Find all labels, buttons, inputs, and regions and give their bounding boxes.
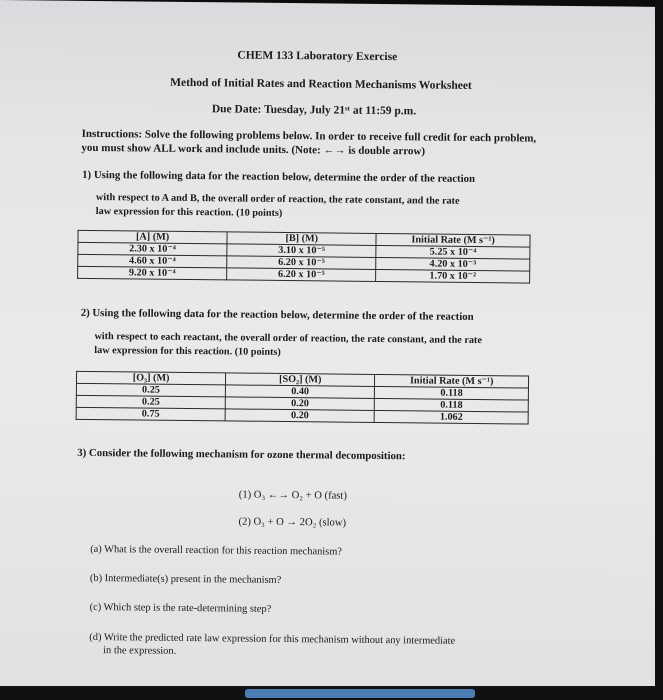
q3c-text: (c) Which step is the rate-determining step? bbox=[89, 601, 272, 615]
table-cell: 6.20 x 10⁻⁵ bbox=[227, 268, 376, 282]
screen-frame-edge bbox=[655, 0, 663, 700]
table-cell: 2.30 x 10⁻⁴ bbox=[78, 242, 227, 256]
mechanism-step-1: (1) O₃ ←→ O₂ + O (fast) bbox=[238, 489, 347, 502]
q2-line-1: 2) Using the following data for the reaction below, determine the order of the reaction bbox=[80, 306, 474, 323]
instructions-line-1: Instructions: Solve the following problems below. In order to receive full credit for each problem, bbox=[81, 127, 537, 145]
table-cell: 0.75 bbox=[76, 407, 225, 421]
q2-data-table bbox=[76, 371, 529, 425]
instructions-line-2: you must show ALL work and include units. (Note: ←→ is double arrow) bbox=[81, 141, 426, 158]
table-cell: 1.062 bbox=[374, 410, 528, 424]
q3a-text: (a) What is the overall reaction for this reaction mechanism? bbox=[90, 543, 342, 558]
table-cell: 0.118 bbox=[375, 398, 529, 412]
q1-line-3: law expression for this reaction. (10 points) bbox=[95, 206, 283, 219]
table-cell: 5.25 x 10⁻⁴ bbox=[376, 245, 530, 259]
table-cell: 0.40 bbox=[226, 385, 375, 399]
table-cell: 4.60 x 10⁻⁴ bbox=[78, 254, 227, 268]
q2-header-rate: Initial Rate (M s⁻¹) bbox=[375, 374, 529, 388]
q1-line-2: with respect to A and B, the overall order of reaction, the rate constant, and the rate bbox=[95, 192, 460, 207]
due-date: Due Date: Tuesday, July 21ˢᵗ at 11:59 p.m. bbox=[211, 103, 417, 118]
table-cell: 3.10 x 10⁻⁵ bbox=[227, 244, 376, 258]
table-cell: 6.20 x 10⁻⁵ bbox=[227, 256, 376, 270]
table-cell: 0.25 bbox=[76, 395, 225, 409]
q1-data-table bbox=[77, 230, 530, 284]
q3b-text: (b) Intermediate(s) present in the mechanism? bbox=[89, 572, 282, 586]
table-cell: 0.118 bbox=[375, 386, 529, 400]
q2-line-2: with respect to each reactant, the overall order of reaction, the rate constant, and the rate bbox=[94, 331, 482, 347]
q1-header-rate: Initial Rate (M s⁻¹) bbox=[376, 233, 530, 247]
q1-header-b: [B] (M) bbox=[227, 232, 376, 246]
q1-line-1: 1) Using the following data for the reaction below, determine the order of the reaction bbox=[82, 168, 476, 185]
q2-header-o3: [O₃] (M) bbox=[76, 371, 225, 385]
table-cell: 0.20 bbox=[225, 397, 374, 411]
q3-intro: 3) Consider the following mechanism for ozone thermal decomposition: bbox=[77, 446, 406, 463]
q2-line-3: law expression for this reaction. (10 points) bbox=[94, 345, 281, 358]
worksheet-title: Method of Initial Rates and Reaction Mechanisms Worksheet bbox=[170, 76, 472, 92]
blue-highlight-bar bbox=[245, 689, 475, 698]
table-cell: 4.20 x 10⁻³ bbox=[376, 257, 530, 271]
q3d-text-2: in the expression. bbox=[103, 645, 177, 657]
course-title: CHEM 133 Laboratory Exercise bbox=[237, 49, 398, 64]
q1-header-a: [A] (M) bbox=[78, 230, 227, 244]
q2-header-so2: [SO₂] (M) bbox=[226, 373, 375, 387]
mechanism-step-2: (2) O₃ + O → 2O₂ (slow) bbox=[238, 516, 347, 529]
table-cell: 1.70 x 10⁻² bbox=[376, 269, 530, 283]
table-cell: 9.20 x 10⁻⁴ bbox=[78, 266, 227, 280]
table-cell: 0.20 bbox=[225, 409, 374, 423]
table-cell: 0.25 bbox=[76, 383, 225, 397]
q3d-text-1: (d) Write the predicted rate law expression for this mechanism without any intermediate bbox=[89, 631, 456, 647]
